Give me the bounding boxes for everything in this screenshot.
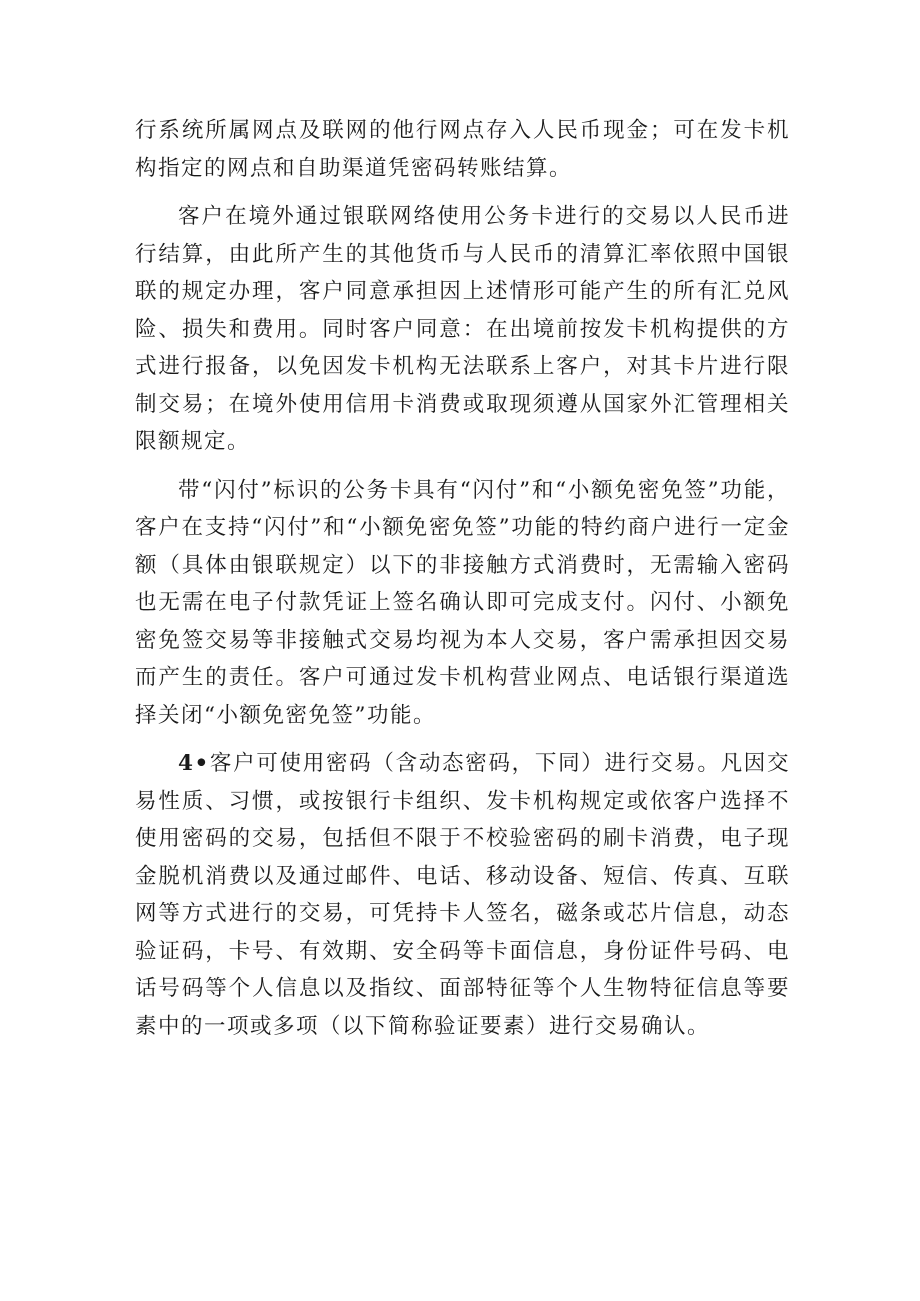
- document-body: [135, 112, 790, 1056]
- paragraph-1-text: 行系统所属网点及联网的他行网点存入人民币现金；可在发卡机构指定的网点和自助渠道凭密码转账结算。: [135, 118, 790, 181]
- paragraph-1: [135, 112, 790, 187]
- paragraph-2-text: 客户在境外通过银联网络使用公务卡进行的交易以人民币进行结算，由此所产生的其他货币与人民币的清算汇率依照中国银联的规定办理，客户同意承担因上述情形可能产生的所有汇兑风险、损失和费用。同时客户同意：在出境前按发卡机构提供的方式进行报备，以免因发卡机构无法联系上客户，对其卡片进行限制交易；在境外使用信用卡消费或取现须遵从国家外汇管理相关限额规定。: [135, 204, 790, 454]
- paragraph-4: [135, 745, 790, 1045]
- paragraph-2: [135, 198, 790, 461]
- paragraph-3-text: 带“闪付”标识的公务卡具有“闪付”和“小额免密免签”功能，客户在支持“闪付”和“小额免密免签”功能的特约商户进行一定金额（具体由银联规定）以下的非接触方式消费时，无需输入密码也无需在电子付款凭证上签名确认即可完成支付。闪付、小额免密免签交易等非接触式交易均视为本人交易，客户需承担因交易而产生的责任。客户可通过发卡机构营业网点、电话银行渠道选择关闭“小额免密免签”功能。: [135, 477, 790, 728]
- paragraph-4-number: 4•: [178, 751, 210, 776]
- paragraph-4-text: 客户可使用密码（含动态密码，下同）进行交易。凡因交易性质、习惯，或按银行卡组织、发卡机构规定或依客户选择不使用密码的交易，包括但不限于不校验密码的刷卡消费，电子现金脱机消费以及通过邮件、电话、移动设备、短信、传真、互联网等方式进行的交易，可凭持卡人签名，磁条或芯片信息，动态验证码，卡号、有效期、安全码等卡面信息，身份证件号码、电话号码等个人信息以及指纹、面部特征等个人生物特征信息等要素中的一项或多项（以下简称验证要素）进行交易确认。: [135, 751, 790, 1039]
- paragraph-3: [135, 472, 790, 735]
